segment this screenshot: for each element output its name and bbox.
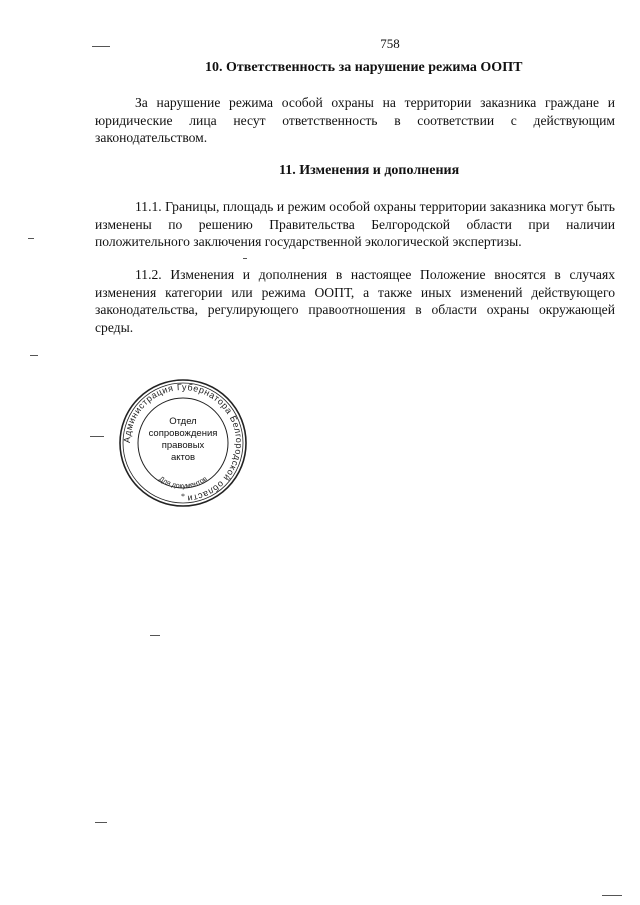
scan-mark [243,258,247,259]
section-11-title: 11. Изменения и дополнения [279,163,460,178]
section-10-title: 10. Ответственность за нарушение режима ООПТ [205,60,523,75]
scan-mark [28,238,34,239]
section-11-paragraph-1: 11.1. Границы, площадь и режим особой охраны территории заказника могут быть изменены по решению Правительства Белгородской области при наличии положительного заключения государственной экологической экспертизы. [95,199,615,249]
scan-mark [30,355,38,356]
stamp-star-icon: * [181,492,185,501]
section-11-paragraph-2: 11.2. Изменения и дополнения в настоящее Положение вносятся в случаях изменения категории или режима ООПТ, а также иных изменений действующего законодательства, регулирующего правоотношения в области охраны окружающей среды. [95,267,615,335]
stamp-line-4: актов [170,452,196,463]
official-stamp [118,378,248,508]
svg-text:Для документов [157,475,208,490]
stamp-line-3: правовых [161,440,205,451]
stamp-line-2: сопровождения [148,428,218,439]
scan-mark [602,895,622,896]
scan-mark [90,436,104,437]
scan-mark [150,635,160,636]
page-number: 758 [380,36,400,51]
stamp-ring-text: Администрация Губернатора Белгородской области [121,381,245,504]
scan-mark [92,46,110,47]
stamp-inner-bottom-text: Для документов [157,475,209,491]
section-10-text: За нарушение режима особой охраны на территории заказника граждане и юридические лица несут ответственность в соответствии с действующим законодательством. [95,95,615,145]
scan-mark [95,822,107,823]
stamp-line-1: Отдел [169,416,197,427]
